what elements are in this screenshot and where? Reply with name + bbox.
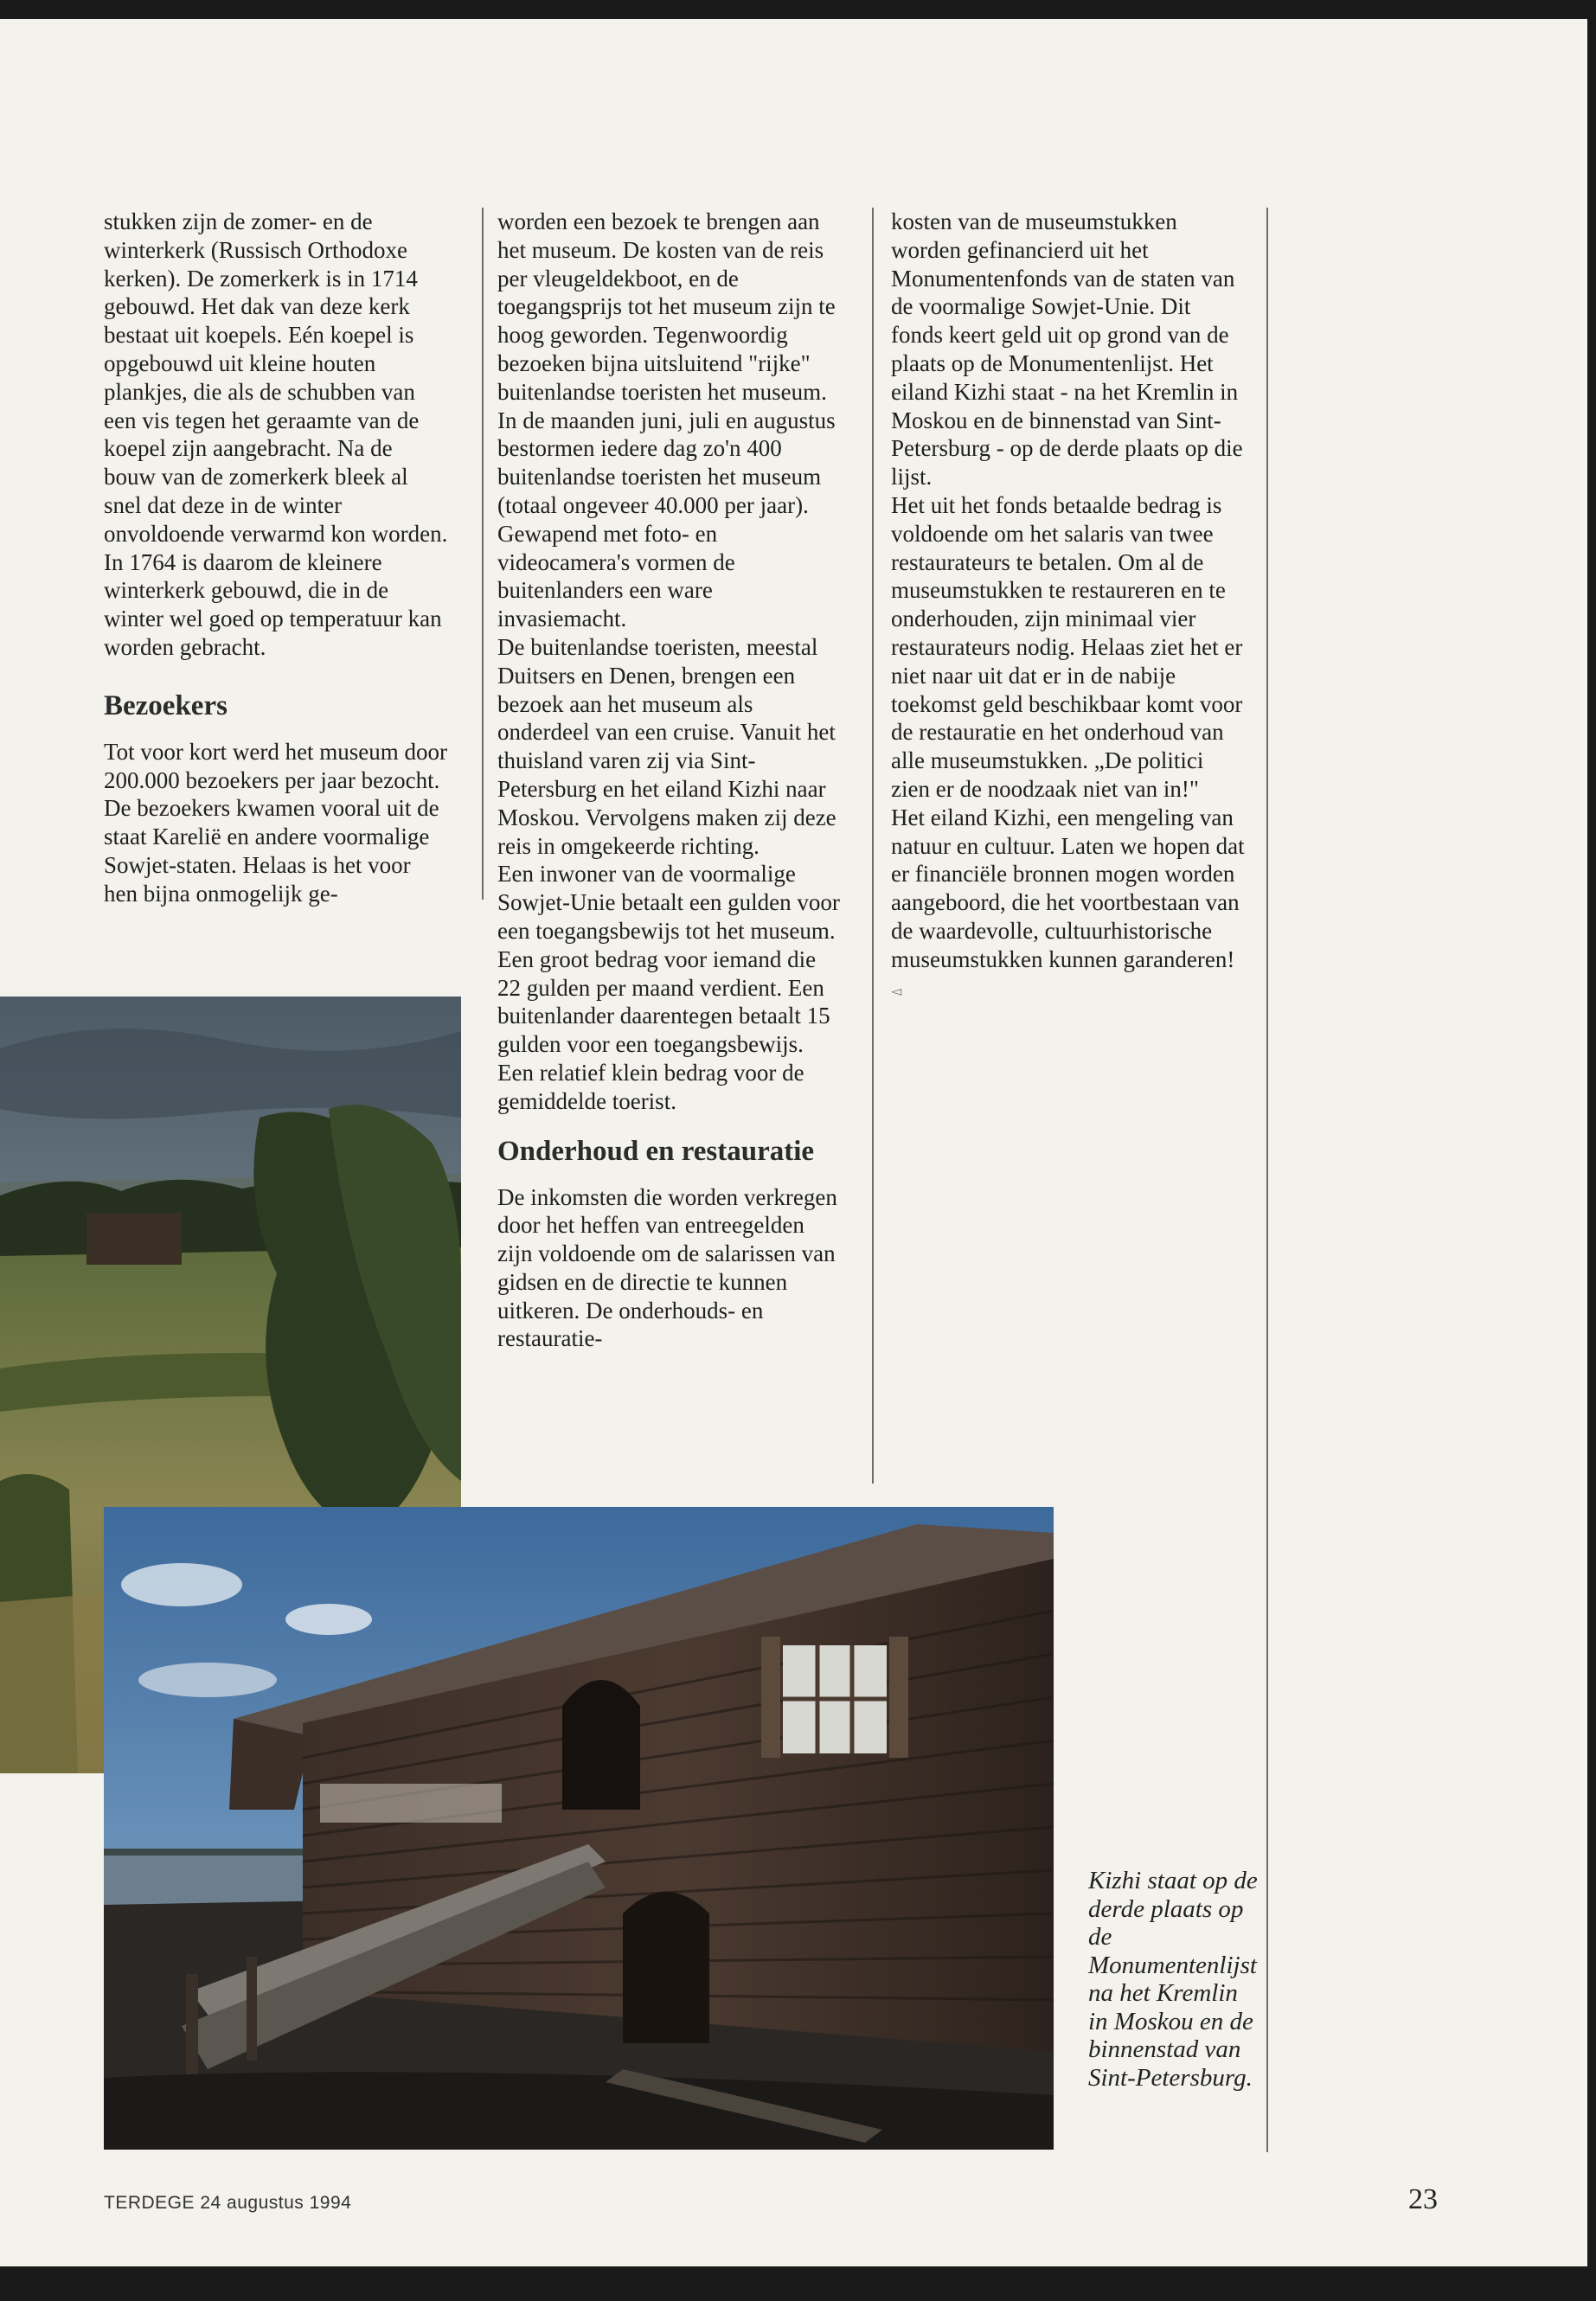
paragraph: Een inwoner van de voormalige Sowjet-Unie betaalt een gulden voor een toegangsbewijs tot het museum. Een groot bedrag voor iemand die 22 gulden per maand verdient. Een buitenlander daarentegen betaalt 15 gulden voor een toegangsbewijs. Een relatief klein bedrag voor de gemiddelde toerist.: [497, 861, 840, 1114]
column-divider: [482, 208, 484, 900]
page-number: 23: [1408, 2183, 1438, 2215]
end-mark-icon: ◅: [891, 984, 902, 999]
paragraph: stukken zijn de zomer- en de winterkerk (Russisch Orthodoxe kerken). De zomerkerk is in 1714 gebouwd. Het dak van deze kerk bestaat uit koepels. Eén koepel is opgebouwd uit kleine houten plankjes, die als de schubben van een vis tegen het geraamte van de koepel zijn aangebracht. Na de bouw van de zomerkerk bleek al snel dat deze in de winter onvoldoende verwarmd kon worden. In 1764 is daarom de kleinere winterkerk gebouwd, die in de winter wel goed op temperatuur kan worden gebracht.: [104, 208, 448, 660]
section-heading-bezoekers: Bezoekers: [104, 689, 228, 721]
magazine-page: [0, 19, 1587, 2266]
paragraph: worden een bezoek te brengen aan het museum. De kosten van de reis per vleugeldekboot, en de toegangsprijs tot het museum zijn te hoog geworden. Tegenwoordig bezoeken bijna uitsluitend "rijke" buitenlandse toeristen het museum. In de maanden juni, juli en augustus bestormen iedere dag zo'n 400 buitenlandse toeristen het museum (totaal ongeveer 40.000 per jaar). Gewapend met foto- en videocamera's vormen de buitenlanders een ware invasiemacht.: [497, 208, 836, 632]
column-divider: [872, 208, 874, 1484]
paragraph: [891, 804, 1246, 1007]
text-column-3: [891, 208, 1246, 1006]
column-divider: [1266, 208, 1268, 2152]
text-column-1: [104, 208, 450, 908]
photo-caption: Kizhi staat op de derde plaats op de Monumentenlijst na het Kremlin in Moskou en de binnenstad van Sint-Petersburg.: [1088, 1867, 1258, 2092]
text-column-2: [497, 208, 843, 1353]
wooden-house-photo: [104, 1507, 1054, 2150]
paragraph: Tot voor kort werd het museum door 200.000 bezoekers per jaar bezocht. De bezoekers kwamen vooral uit de staat Karelië en andere voormalige Sowjet-staten. Helaas is het voor hen bijna onmogelijk ge-: [104, 738, 448, 907]
paragraph-text: Het eiland Kizhi, een mengeling van natuur en cultuur. Laten we hopen dat er financiële bronnen mogen worden aangeboord, die het voortbestaan van de waardevolle, cultuurhistorische museumstukken kunnen garanderen!: [891, 804, 1245, 972]
paragraph: De buitenlandse toeristen, meestal Duitsers en Denen, brengen een bezoek aan het museum als onderdeel van een cruise. Vanuit het thuisland varen zij via Sint-Petersburg en het eiland Kizhi naar Moskou. Vervolgens maken zij deze reis in omgekeerde richting.: [497, 633, 836, 859]
footer-publication: TERDEGE 24 augustus 1994: [104, 2193, 352, 2213]
paragraph-text: Het uit het fonds betaalde bedrag is voldoende om het salaris van twee restaurateurs te betalen. Om al de museumstukken te restaureren en te onderhouden, zijn minimaal vier restaurateurs nodig. Helaas ziet het er niet naar uit dat er in de nabije toekomst geld beschikbaar komt voor de restauratie en het onderhoud van alle museumstukken. „De politici zien er de noodzaak niet van in!": [891, 491, 1243, 802]
paragraph: De inkomsten die worden verkregen door het heffen van entreegelden zijn voldoende om de salarissen van gidsen en de directie te kunnen uitkeren. De onderhouds- en restauratie-: [497, 1183, 837, 1352]
paragraph: [891, 491, 1246, 804]
paragraph: kosten van de museumstukken worden gefinancierd uit het Monumentenfonds van de staten van de voormalige Sowjet-Unie. Dit fonds keert geld uit op grond van de plaats op de Monumentenlijst. Het eiland Kizhi staat - na het Kremlin in Moskou en de binnenstad van Sint-Petersburg - op de derde plaats op die lijst.: [891, 208, 1243, 490]
section-heading-onderhoud: Onderhoud en restauratie: [497, 1135, 815, 1167]
